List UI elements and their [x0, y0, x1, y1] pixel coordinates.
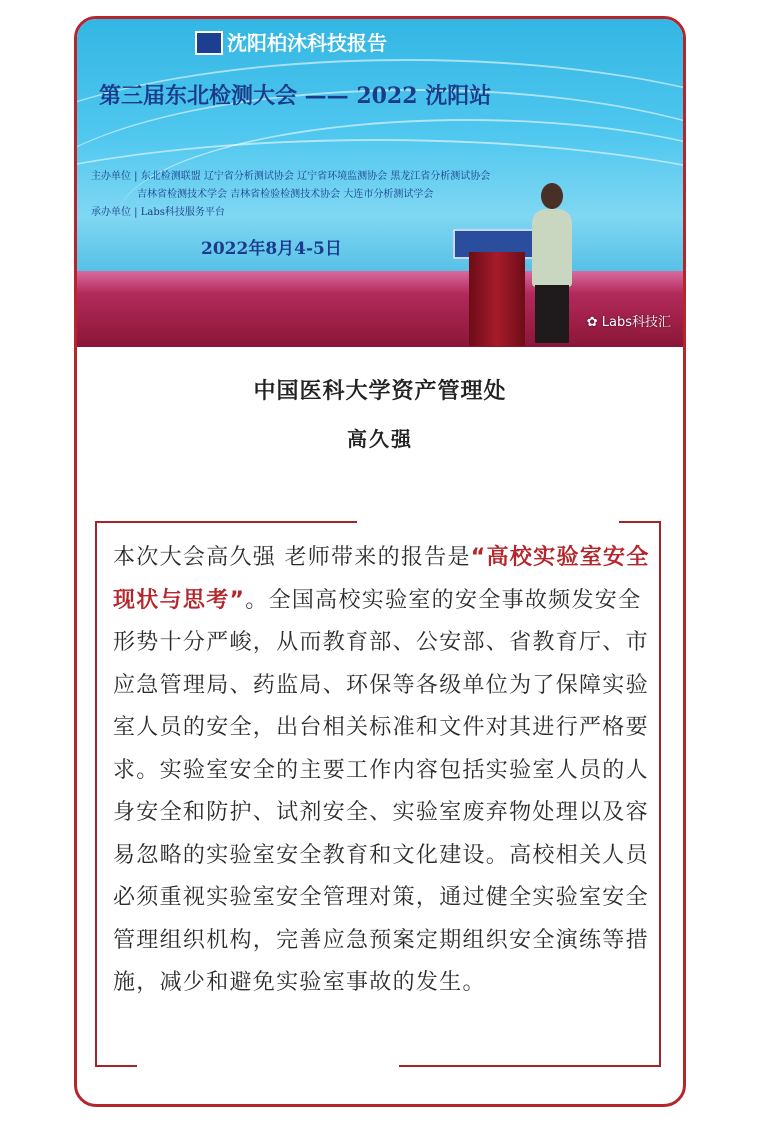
content-card — [74, 16, 686, 1107]
watermark — [587, 311, 671, 330]
watermark-text: Labs科技汇 — [601, 315, 671, 330]
bracket-right — [659, 521, 661, 1067]
speaker-body — [532, 209, 572, 287]
summary-box — [95, 521, 661, 1067]
organizer-line: 主办单位 | 东北检测联盟 辽宁省分析测试协会 辽宁省环境监测协会 黑龙江省分析测试协会 — [91, 171, 491, 182]
event-logo — [195, 31, 223, 55]
bracket-top-left — [95, 521, 357, 523]
bracket-top-right — [619, 521, 661, 523]
summary-body: 。全国高校实验室的安全事故频发安全形势十分严峻，从而教育部、公安部、省教育厅、市应急管理局、药监局、环保等各级单位为了保障实验室人员的安全，出台相关标准和文件对其进行严格要求。实验室安全的主要工作内容包括实验室人员的人身安全和防护、试剂安全、实验室废弃物处理以及容易忽略的实验室安全教育和文化建设。高校相关人员必须重视实验室安全管理对策，通过健全实验室安全管理组织机构，完善应急预案定期组织安全演练等措施，减少和避免实验室事故的发生。 — [113, 587, 649, 995]
event-title: 第三届东北检测大会 —— 2022 沈阳站 — [99, 83, 492, 109]
bracket-bottom-left — [95, 1065, 137, 1067]
podium — [469, 252, 525, 346]
summary-text — [113, 537, 653, 1005]
report-title: “高校实验室安全现状与思考” — [113, 545, 650, 613]
speaker-name: 高久强 — [347, 427, 413, 451]
stage-floor — [77, 271, 683, 347]
speaker-legs — [535, 285, 569, 343]
summary-intro: 本次大会高久强 老师带来的报告是 — [113, 545, 471, 570]
wechat-icon: ✿ — [586, 315, 598, 330]
bracket-bottom-right — [399, 1065, 661, 1067]
event-date: 2022年8月4-5日 — [201, 239, 342, 259]
organizer-line: 承办单位 | Labs科技服务平台 — [91, 207, 225, 218]
conference-photo — [77, 19, 683, 347]
bracket-left — [95, 521, 97, 1067]
speaker-head — [541, 183, 563, 209]
speaker-organization: 中国医科大学资产管理处 — [253, 379, 507, 404]
banner-text: 沈阳柏沐科技报告 — [227, 31, 387, 55]
organizer-line: 吉林省检测技术学会 吉林省检验检测技术协会 大连市分析测试学会 — [137, 189, 434, 200]
